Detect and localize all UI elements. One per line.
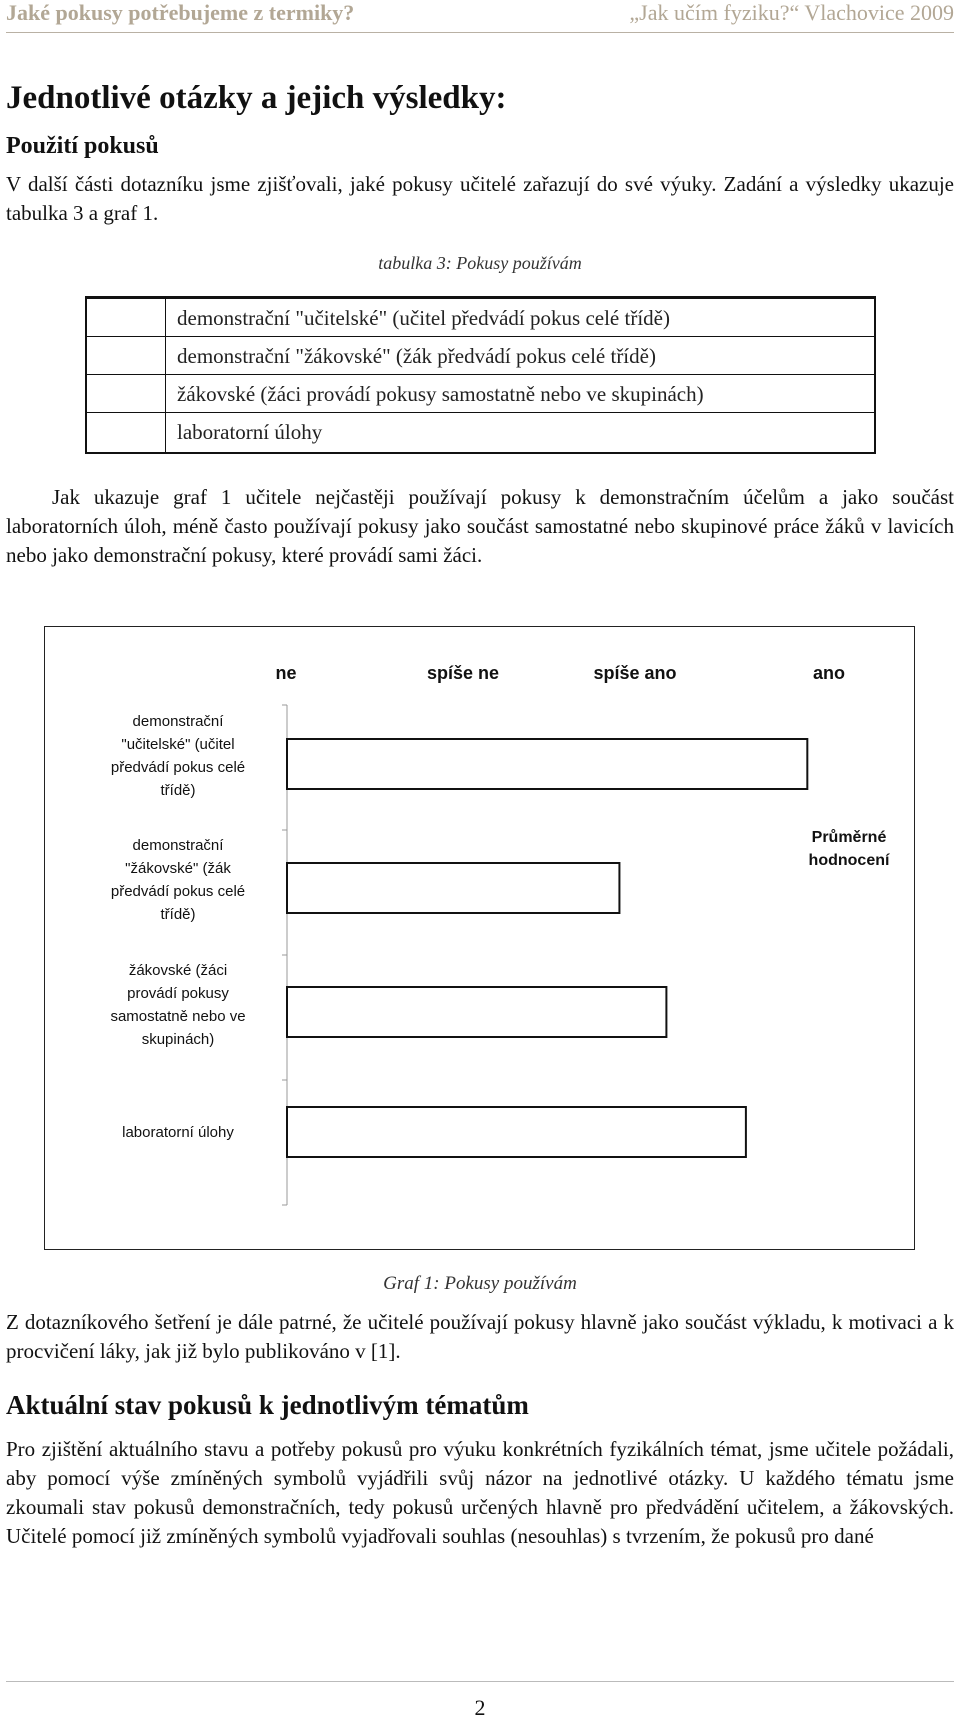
table-cell: žákovské (žáci provádí pokusy samostatně nebo ve skupinách): [177, 382, 704, 406]
bar: [287, 739, 807, 789]
results-paragraph: Jak ukazuje graf 1 učitele nejčastěji používají pokusy k demonstračním účelům a jako součást laboratorních úloh, méně často používají pokusy jako součást samostatné nebo skupinové práce žáků v lavicích nebo jako demonstrační pokusy, které provádí sami žáci.: [6, 485, 954, 567]
x-tick-label: ano: [812, 663, 846, 683]
table-cell: laboratorní úlohy: [177, 420, 323, 444]
topics-paragraph: Pro zjištění aktuálního stavu a potřeby pokusů pro výuku konkrétních fyzikálních témat, jsme učitele požádali, aby pomocí výše zmíněných symbolů vyjádřili svůj názor na jednotlivé otázky. U každého tématu jsme zkoumali stav pokusů demonstračních, tedy pokusů určených hlavně pro předvádění učitelem, a žákovských. Učitelé pomocí již zmíněných symbolů vyjadřovali souhlas (nesouhlas) s tvrzením, že pokusů pro dané: [6, 1437, 954, 1548]
footer-divider: [6, 1681, 954, 1682]
graph-caption: Graf 1: Pokusy používám: [383, 1273, 577, 1294]
table-caption: tabulka 3: Pokusy používám: [378, 253, 582, 273]
category-label: laboratorní úlohy: [122, 1124, 234, 1141]
header-conference: „Jak učím fyziku?“ Vlachovice 2009: [629, 0, 954, 25]
survey-paragraph: Z dotazníkového šetření je dále patrné, že učitelé používají pokusy hlavně jako součást výkladu, k motivaci a k procvičení láky, jak již bylo publikováno v [1].: [6, 1310, 954, 1363]
main-heading: Jednotlivé otázky a jejich výsledky:: [6, 80, 507, 116]
table-row: [87, 298, 874, 336]
category-label: demonstrační "učitelské" (učitel předvádí pokus celé třídě): [110, 713, 246, 799]
table-row: [87, 412, 874, 450]
table-cell: demonstrační "učitelské" (učitel předvádí pokus celé třídě): [177, 306, 670, 330]
legend-label: Průměrné hodnocení: [808, 829, 890, 869]
bar-chart-svg: [45, 627, 914, 1249]
category-label: demonstrační "žákovské" (žák předvádí pokus celé třídě): [110, 837, 246, 923]
header-title: Jaké pokusy potřebujeme z termiky?: [6, 0, 355, 25]
subheading-use-of-experiments: Použití pokusů: [6, 133, 159, 159]
category-label: žákovské (žáci provádí pokusy samostatně nebo ve skupinách): [110, 962, 246, 1048]
bar: [287, 1107, 746, 1157]
graph-1: [44, 626, 915, 1250]
page-number: 2: [474, 1695, 486, 1720]
section-heading: Aktuální stav pokusů k jednotlivým tématům: [6, 1390, 529, 1420]
bar: [287, 863, 619, 913]
table-row: [87, 374, 874, 412]
table-row: [87, 336, 874, 374]
table-3: [85, 296, 876, 454]
x-tick-label: spíše ano: [593, 663, 677, 683]
x-tick-label: spíše ne: [426, 663, 500, 683]
x-tick-label: ne: [275, 663, 297, 683]
intro-paragraph: V další části dotazníku jsme zjišťovali, jaké pokusy učitelé zařazují do své výuky. Zadání a výsledky ukazuje tabulka 3 a graf 1.: [6, 172, 954, 225]
bar: [287, 987, 666, 1037]
table-cell: demonstrační "žákovské" (žák předvádí pokus celé třídě): [177, 344, 656, 368]
running-header: [6, 0, 954, 33]
